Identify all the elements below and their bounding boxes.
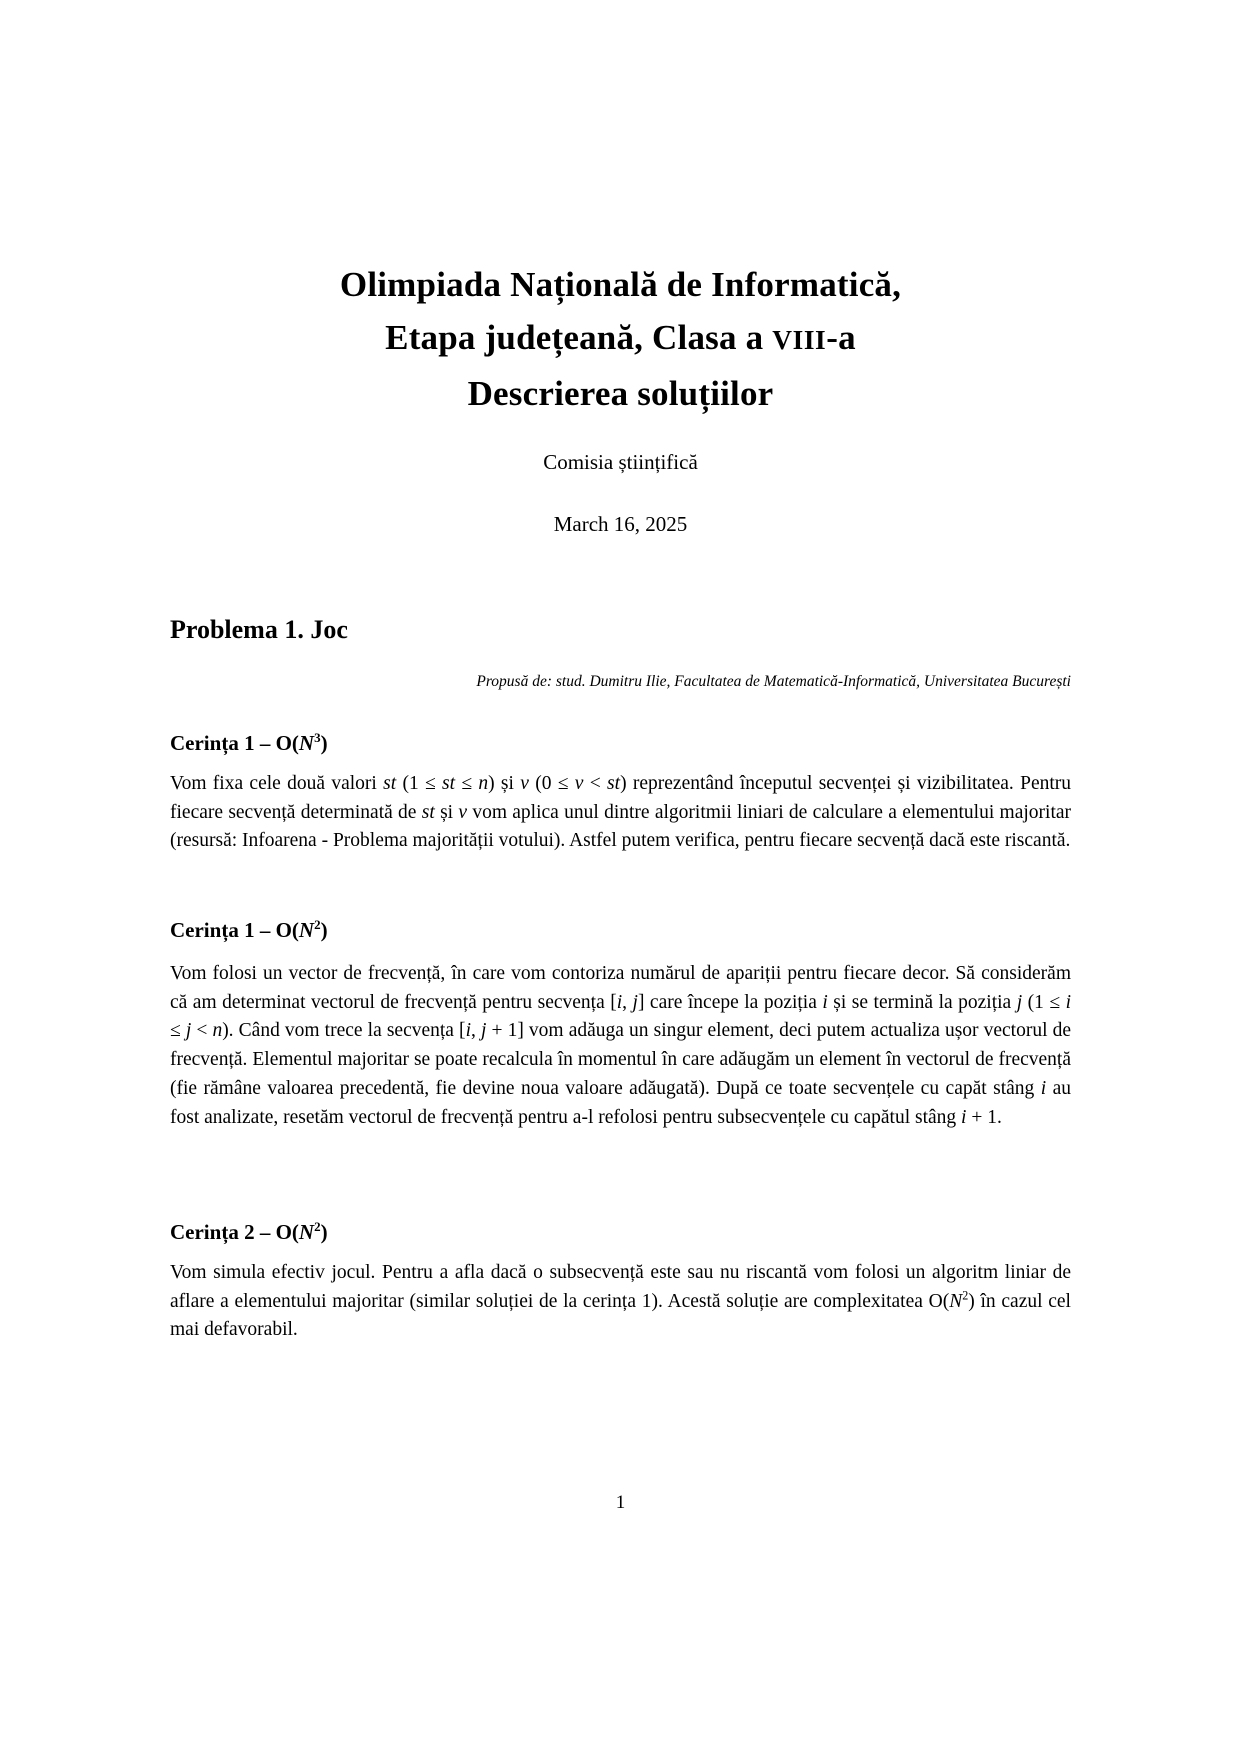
section-body-cerinta-1-n3: Vom fixa cele două valori st (1 ≤ st ≤ n) și v (0 ≤ v < st) reprezentând începutul secvenței și vizibilitatea. Pentru fiecare secvență determinată de st și v vom aplica unul dintre algoritmii liniari de calculare a elementului majoritar (resursă: Infoarena - Problema majorității votului). Astfel putem verifica, pentru fiecare secvență dacă este riscantă.: [170, 773, 1072, 852]
author-line: Comisia științifică: [543, 450, 698, 474]
date-line: March 16, 2025: [553, 512, 688, 536]
section-heading-cerinta-2-n2: Cerința $2 - O(N^2)$: [170, 1219, 328, 1244]
section-body-cerinta-1-n2: Vom folosi un vector de frecvență, în care vom contoriza numărul de apariții pentru fiecare decor. Să considerăm că am determinat vectorul de frecvență pentru secvența [i, j] care începe la poziția i și se termină la poziția j (1 ≤ i ≤ j < n). Când vom trece la secvența [i, j + 1] vom adăuga un singur element, deci putem actualiza ușor vectorul de frecvență. Elementul majoritar se poate recalcula în momentul în care adăugăm un element în vectorul de frecvență (fie rămâne valoarea precedentă, fie devine noua valoare adăugată). După ce toate secvențele cu capăt stâng i au fost analizate, resetăm vectorul de frecvență pentru a-l refolosi pentru subsecvențele cu capătul stâng i + 1.: [170, 963, 1072, 1128]
page-number: 1: [615, 1492, 626, 1513]
document-title: [170, 258, 1071, 420]
title-line-1: Olimpiada Națională de Informatică,: [339, 265, 902, 304]
section-heading-cerinta-1-n3: Cerința $1 - O(N^3)$: [170, 730, 328, 755]
title-line-3: Descrierea soluțiilor: [467, 374, 774, 413]
title-line-2: Etapa județeană, Clasa a VIII-a: [385, 318, 856, 357]
section-heading-cerinta-1-n2: Cerința $1 - O(N^2)$: [170, 917, 328, 942]
section-body-cerinta-2-n2: Vom simula efectiv jocul. Pentru a afla dacă o subsecvență este sau nu riscantă vom folosi un algoritm liniar de aflare a elementului majoritar (similar soluției de la cerința 1). Acestă soluție are complexitatea $O(N^2)$ în cazul cel mai defavorabil.: [170, 1262, 1071, 1341]
problem-attribution: Propusă de: stud. Dumitru Ilie, Facultatea de Matematică-Informatică, Universitatea București: [476, 673, 1071, 690]
problem-heading: Problema 1. Joc: [170, 615, 348, 644]
